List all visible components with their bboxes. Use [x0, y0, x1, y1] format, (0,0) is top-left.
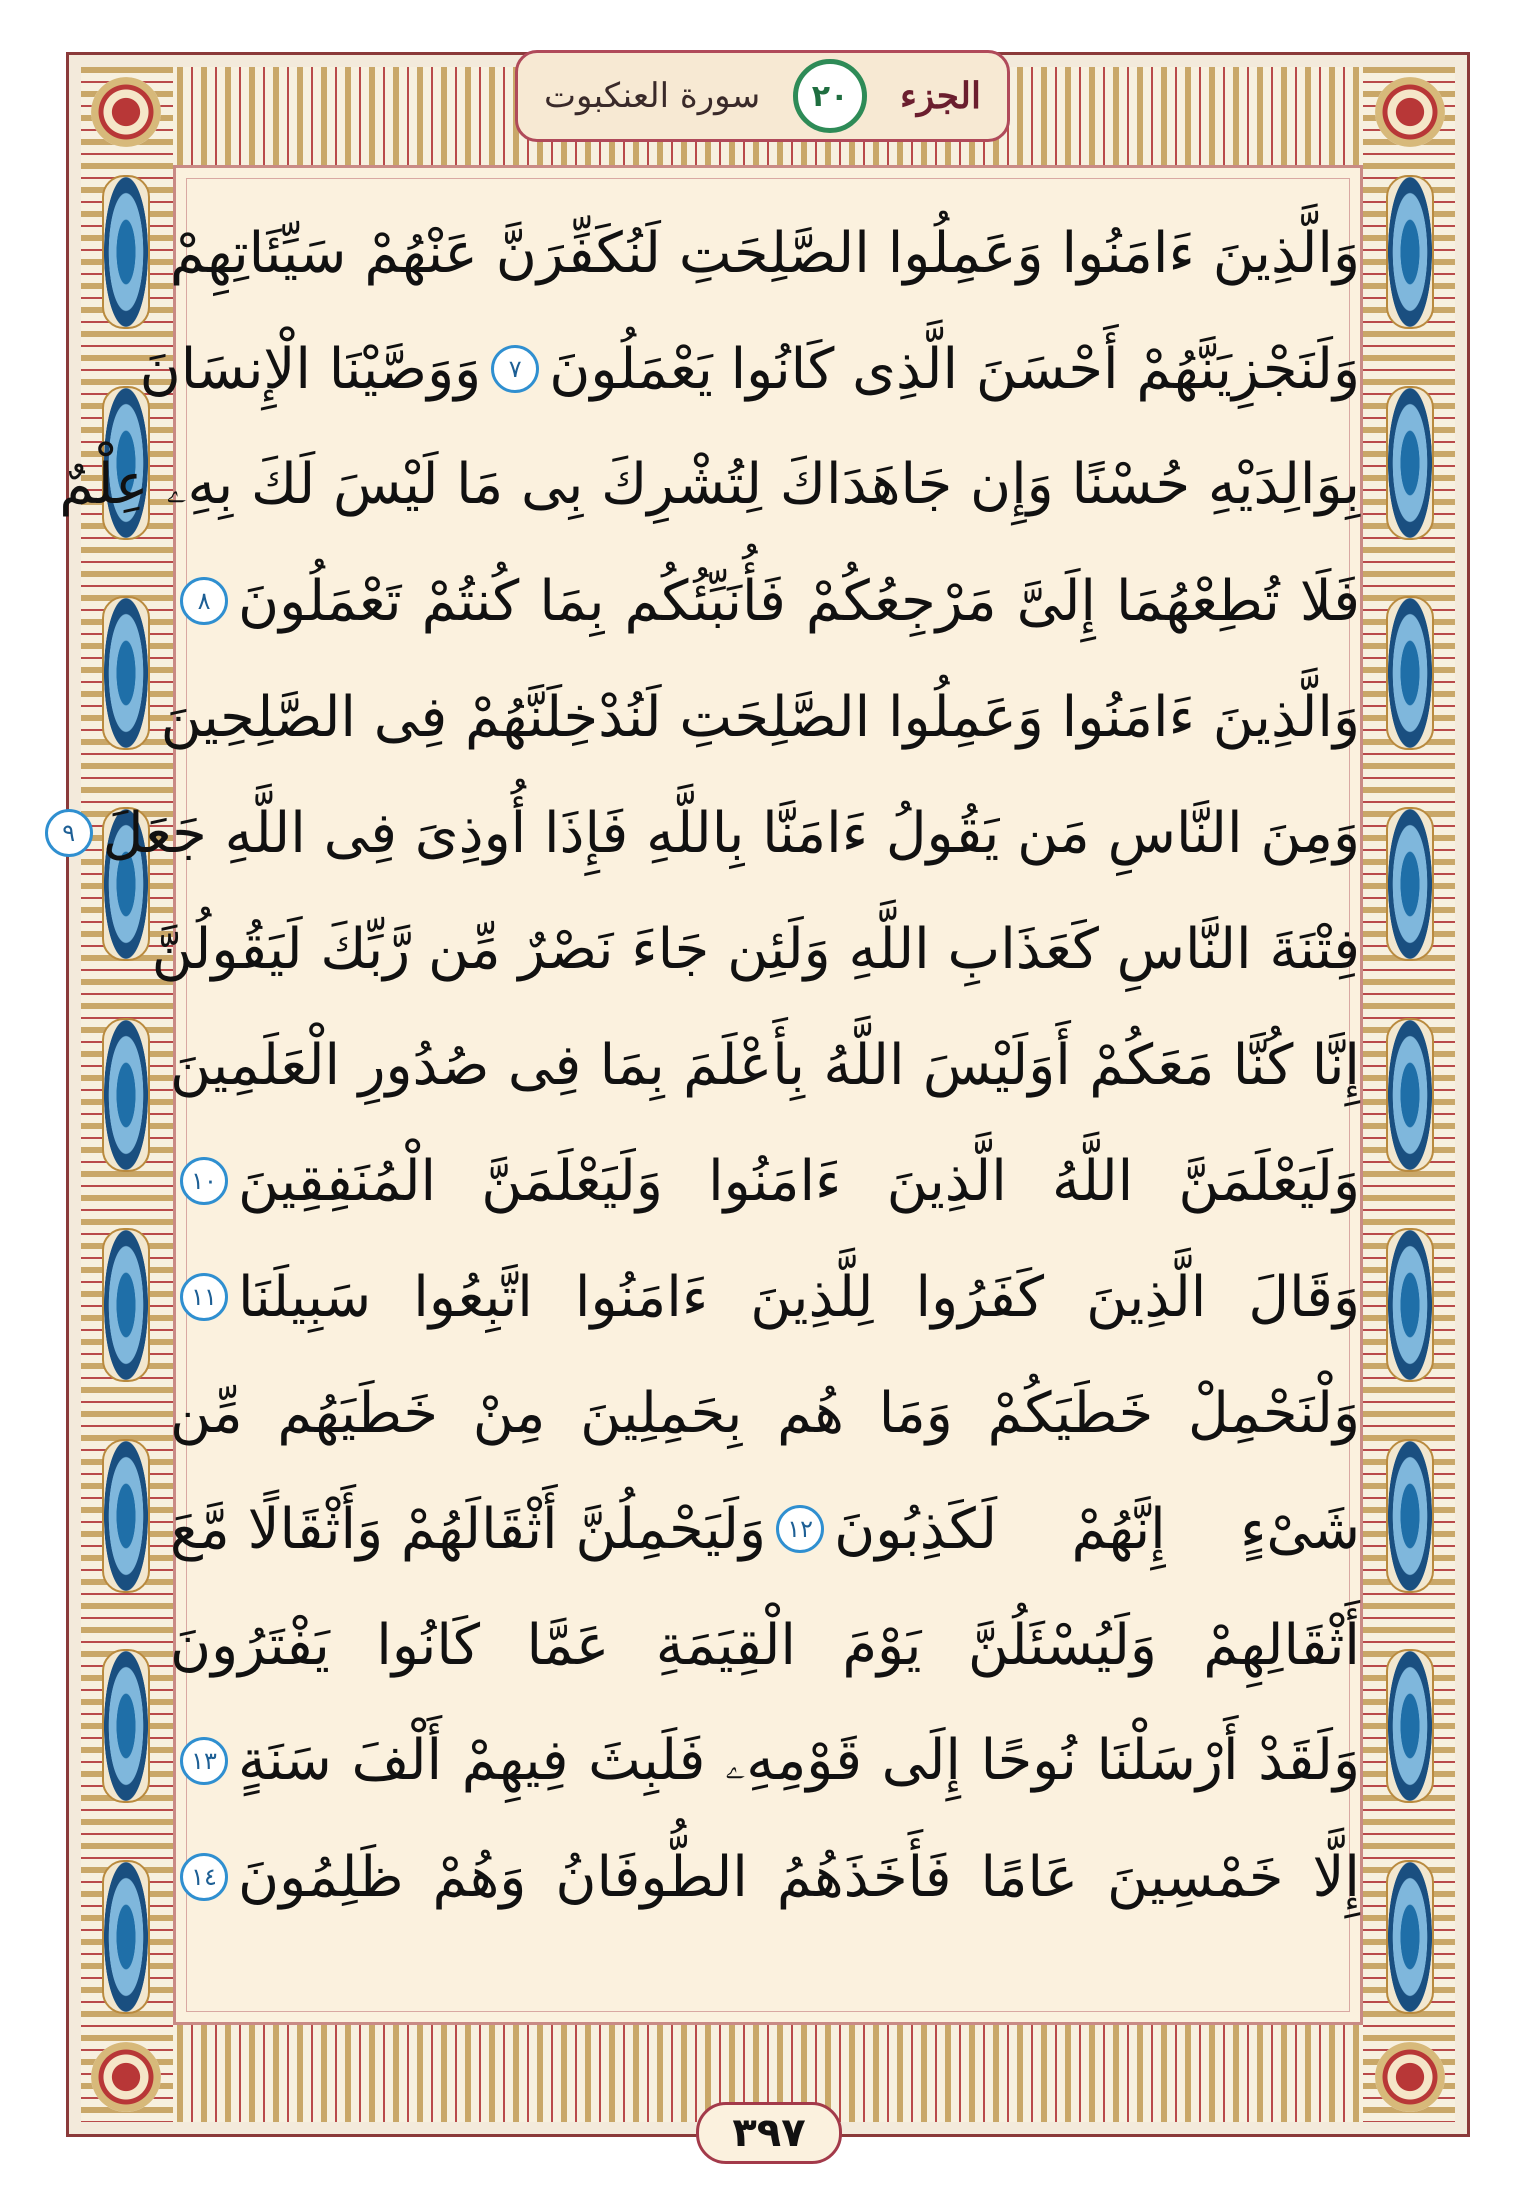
page-number: ٣٩٧	[696, 2102, 842, 2164]
verse-text: أَثْقَالِهِمْ وَلَيُسْئَلُنَّ يَوْمَ الْقِيَمَةِ عَمَّا كَانُوا يَفْتَرُونَ	[170, 1612, 1360, 1678]
verse-line	[160, 659, 1360, 775]
medallion-ornament	[1386, 1860, 1434, 2014]
juz-number-badge: ٢٠	[793, 59, 867, 133]
verse-line	[170, 1239, 1360, 1355]
verse-text: وَقَالَ الَّذِينَ كَفَرُوا لِلَّذِينَ ءَامَنُوا اتَّبِعُوا سَبِيلَنَا	[238, 1264, 1360, 1330]
surah-name: سورة العنكبوت	[544, 76, 761, 116]
verse-text: وَلَيَحْمِلُنَّ أَثْقَالَهُمْ وَأَثْقَالًا مَّعَ	[170, 1496, 767, 1562]
medallion-ornament	[102, 1018, 150, 1172]
verse-line	[139, 311, 1360, 427]
verse-number-marker: ١٠	[180, 1157, 228, 1205]
verse-number-marker: ١١	[180, 1273, 228, 1321]
medallion-ornament	[1386, 1018, 1434, 1172]
verse-line	[170, 195, 1360, 311]
verse-line	[170, 1355, 1360, 1471]
verse-line	[170, 1587, 1360, 1703]
medallion-ornament	[102, 1649, 150, 1803]
verse-line	[59, 427, 1360, 543]
verse-line	[170, 1123, 1360, 1239]
verse-line	[170, 1819, 1360, 1935]
juz-label: الجزء	[900, 75, 981, 117]
verse-line	[170, 1007, 1360, 1123]
verse-line	[151, 891, 1360, 1007]
medallion-ornament	[102, 596, 150, 750]
verse-text: شَىْءٍ إِنَّهُمْ لَكَذِبُونَ	[834, 1496, 1360, 1562]
verse-line	[170, 1471, 1360, 1587]
verse-line	[62, 775, 1360, 891]
medallion-ornament	[1386, 807, 1434, 961]
medallion-ornament	[102, 1439, 150, 1593]
corner-rosette-bottom-right	[1375, 2042, 1445, 2112]
medallion-ornament	[1386, 386, 1434, 540]
verse-number-marker: ٩	[45, 809, 93, 857]
verse-text: إِلَّا خَمْسِينَ عَامًا فَأَخَذَهُمُ الطُّوفَانُ وَهُمْ ظَلِمُونَ	[238, 1844, 1360, 1910]
corner-rosette-top-left	[91, 77, 161, 147]
verse-text: وَوَصَّيْنَا الْإِنسَانَ	[139, 336, 482, 402]
medallion-ornament	[102, 1860, 150, 2014]
verse-text: بِوَالِدَيْهِ حُسْنًا وَإِن جَاهَدَاكَ لِتُشْرِكَ بِى مَا لَيْسَ لَكَ بِهِۦ عِلْمٌ	[59, 452, 1360, 517]
verse-text: وَلَيَعْلَمَنَّ اللَّهُ الَّذِينَ ءَامَنُوا وَلَيَعْلَمَنَّ الْمُنَفِقِينَ	[238, 1148, 1360, 1214]
corner-rosette-bottom-left	[91, 2042, 161, 2112]
verse-number-marker: ١٣	[180, 1737, 228, 1785]
verse-text: فَلَا تُطِعْهُمَا إِلَىَّ مَرْجِعُكُمْ فَأُنَبِّئُكُم بِمَا كُنتُمْ تَعْمَلُونَ	[238, 568, 1360, 634]
verse-text: وَالَّذِينَ ءَامَنُوا وَعَمِلُوا الصَّلِحَتِ لَنُكَفِّرَنَّ عَنْهُمْ سَيِّئَاتِهِمْ	[170, 220, 1360, 286]
verse-lines	[59, 195, 1360, 1935]
verse-line	[170, 543, 1360, 659]
verse-text: فِتْنَةَ النَّاسِ كَعَذَابِ اللَّهِ وَلَئِن جَاءَ نَصْرٌ مِّن رَّبِّكَ لَيَقُولُنَّ	[151, 916, 1360, 982]
verse-number-marker: ١٤	[180, 1853, 228, 1901]
verse-number-marker: ٧	[491, 345, 539, 393]
medallion-ornament	[1386, 1439, 1434, 1593]
verse-text: وَلَنَجْزِيَنَّهُمْ أَحْسَنَ الَّذِى كَانُوا يَعْمَلُونَ	[549, 336, 1360, 402]
verse-line	[170, 1703, 1360, 1819]
medallion-ornament	[1386, 596, 1434, 750]
medallion-column-right	[1375, 175, 1445, 2014]
medallion-ornament	[102, 175, 150, 329]
verse-number-marker: ١٢	[776, 1505, 824, 1553]
verse-text: إِنَّا كُنَّا مَعَكُمْ أَوَلَيْسَ اللَّهُ بِأَعْلَمَ بِمَا فِى صُدُورِ الْعَلَمِينَ	[170, 1032, 1360, 1098]
medallion-ornament	[1386, 175, 1434, 329]
corner-rosette-top-right	[1375, 77, 1445, 147]
verse-text: وَلْنَحْمِلْ خَطَيَكُمْ وَمَا هُم بِحَمِلِينَ مِنْ خَطَيَهُم مِّن	[170, 1380, 1360, 1446]
page-header-cartouche	[515, 50, 1010, 142]
medallion-ornament	[1386, 1228, 1434, 1382]
medallion-ornament	[1386, 1649, 1434, 1803]
medallion-ornament	[102, 1228, 150, 1382]
verse-text: وَالَّذِينَ ءَامَنُوا وَعَمِلُوا الصَّلِحَتِ لَنُدْخِلَنَّهُمْ فِى الصَّلِحِينَ	[160, 684, 1360, 750]
medallion-column-left	[91, 175, 161, 2014]
verse-text: وَلَقَدْ أَرْسَلْنَا نُوحًا إِلَى قَوْمِهِۦ فَلَبِثَ فِيهِمْ أَلْفَ سَنَةٍ	[238, 1728, 1360, 1793]
verse-text: وَمِنَ النَّاسِ مَن يَقُولُ ءَامَنَّا بِاللَّهِ فَإِذَا أُوذِىَ فِى اللَّهِ جَعَلَ	[102, 800, 1360, 866]
verse-number-marker: ٨	[180, 577, 228, 625]
